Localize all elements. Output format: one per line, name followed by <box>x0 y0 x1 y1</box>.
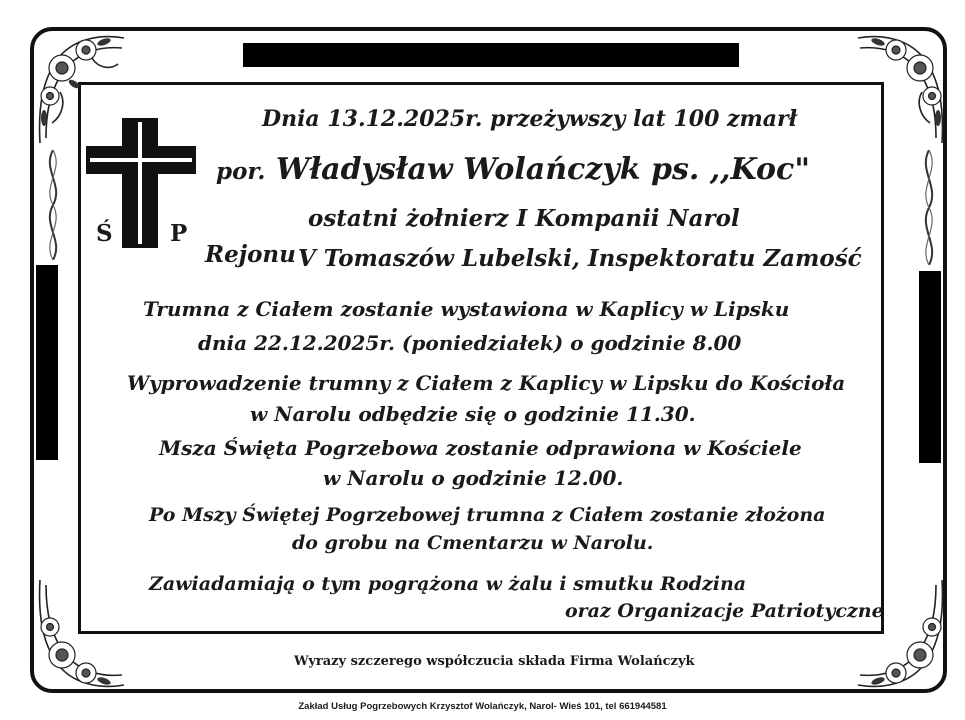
family-notice-line: Zawiadamiają o tym pogrążona w żalu i smutku Rodzina <box>149 573 747 595</box>
mass-line: Msza Święta Pogrzebowa zostanie odprawiona w Kościele <box>159 436 802 460</box>
death-date-line: Dnia 13.12.2025r. przeżywszy lat 100 zmarł <box>262 106 798 132</box>
redaction-bar-right <box>919 271 941 463</box>
region-detail: V Tomaszów Lubelski, Inspektoratu Zamość <box>297 245 862 272</box>
region-line <box>205 241 862 272</box>
deceased-name <box>216 152 810 187</box>
region-label: Rejonu <box>205 241 296 268</box>
floral-corner-ornament <box>32 575 127 695</box>
vine-ornament <box>40 150 66 260</box>
burial-line: Po Mszy Świętej Pogrzebowej trumna z Ciałem zostanie złożona <box>149 504 826 526</box>
initial-p: P <box>170 220 188 247</box>
viewing-date-line: dnia 22.12.2025r. (poniedziałek) o godzinie 8.00 <box>198 331 742 355</box>
unit-line: ostatni żołnierz I Kompanii Narol <box>308 205 740 232</box>
redaction-bar-left <box>36 265 58 460</box>
mass-time-line: w Narolu o godzinie 12.00. <box>323 466 624 490</box>
redaction-bar-top <box>243 43 739 67</box>
condolences-line: Wyrazy szczerego współczucia składa Firma Wolańczyk <box>294 654 695 669</box>
viewing-line: Trumna z Ciałem zostanie wystawiona w Kaplicy w Lipsku <box>143 297 790 321</box>
floral-corner-ornament <box>855 28 950 148</box>
initial-s: Ś <box>96 220 113 247</box>
deceased-fullname: Władysław Wolańczyk ps. ,,Koc" <box>275 152 810 187</box>
procession-time-line: w Narolu odbędzie się o godzinie 11.30. <box>250 402 696 426</box>
burial-place-line: do grobu na Cmentarzu w Narolu. <box>292 532 654 554</box>
floral-corner-ornament <box>855 575 950 695</box>
organizations-line: oraz Organizacje Patriotyczne <box>565 600 884 622</box>
deceased-rank: por. <box>216 158 266 185</box>
funeral-home-footer: Zakład Usług Pogrzebowych Krzysztof Wolańczyk, Narol- Wieś 101, tel 661944581 <box>298 701 667 712</box>
procession-line: Wyprowadzenie trumny z Ciałem z Kaplicy w Lipsku do Kościoła <box>127 371 846 395</box>
vine-ornament <box>916 150 942 265</box>
